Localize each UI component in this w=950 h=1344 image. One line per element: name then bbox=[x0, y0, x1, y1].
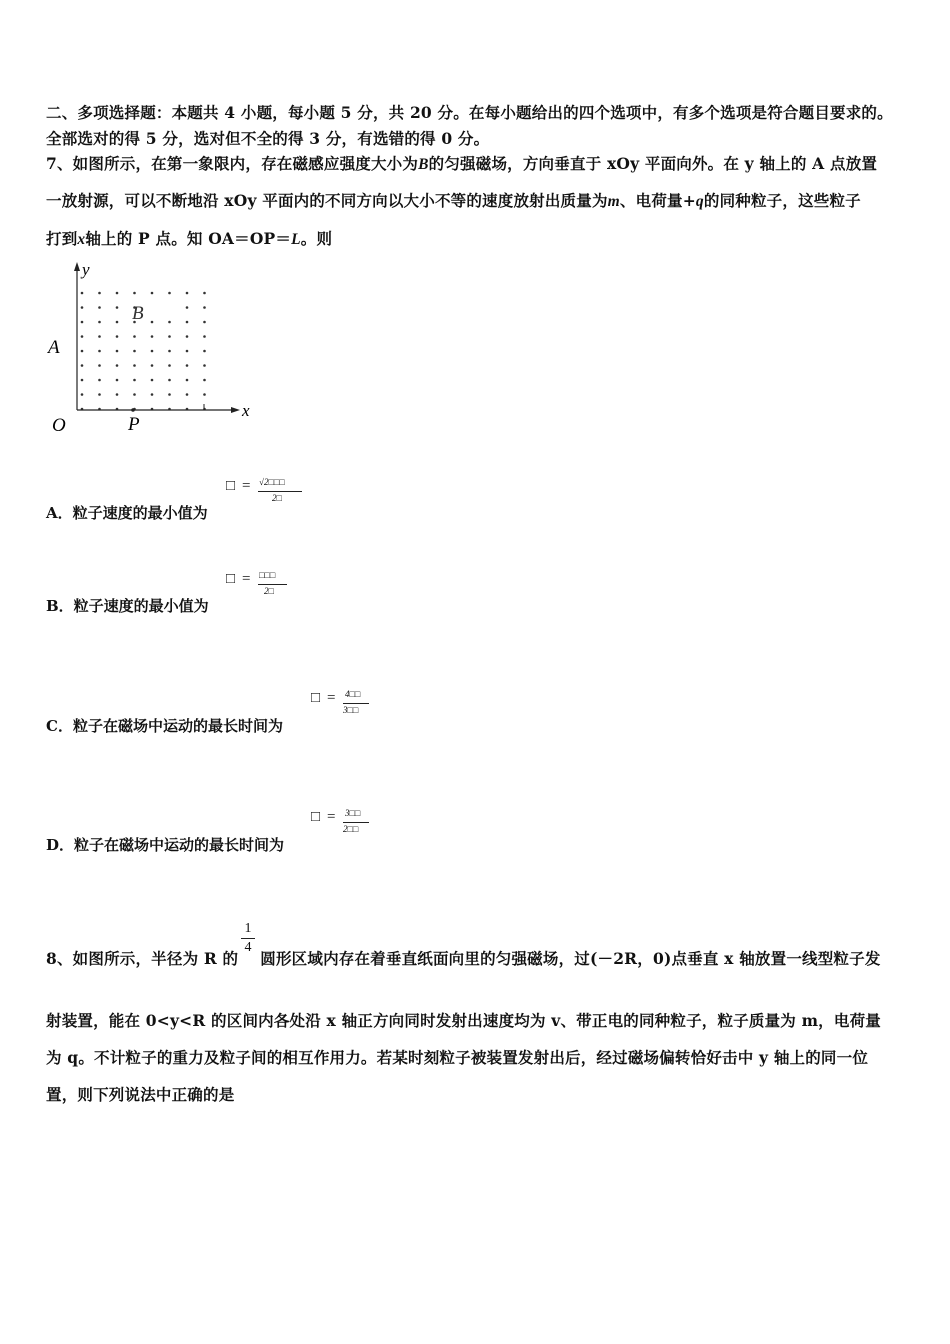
field-dot bbox=[186, 306, 189, 309]
origin-O-label: O bbox=[52, 415, 66, 436]
q7-option-d[interactable]: D．粒子在磁场中运动的最长时间为 bbox=[46, 836, 285, 854]
field-dot bbox=[98, 292, 101, 295]
q7-option-a-formula bbox=[226, 478, 306, 512]
q7-var-B: B bbox=[418, 156, 429, 173]
field-dot bbox=[186, 335, 189, 338]
field-dot bbox=[186, 379, 189, 382]
q8-text: 圆形区域内存在着垂直纸面向里的匀强磁场，过(－2R，0)点垂直 x 轴放置一线型粒子发 bbox=[260, 949, 881, 968]
q8-line-1 bbox=[46, 947, 881, 969]
field-dot bbox=[203, 292, 206, 295]
field-dot bbox=[203, 364, 206, 367]
field-dot bbox=[133, 350, 136, 353]
formula-eq: = bbox=[242, 478, 251, 494]
q7-option-d-formula bbox=[311, 809, 391, 843]
formula-lhs: □ bbox=[226, 571, 236, 587]
fraction-numerator: 1 bbox=[244, 921, 252, 936]
formula-denominator: 2□□ bbox=[343, 824, 359, 834]
formula-numerator: 4□□ bbox=[345, 689, 361, 699]
field-dot bbox=[81, 306, 84, 309]
field-dot bbox=[133, 292, 136, 295]
field-dot bbox=[98, 364, 101, 367]
q7-text: 轴上的 P 点。知 OA＝OP＝ bbox=[85, 229, 292, 248]
field-dot bbox=[81, 335, 84, 338]
field-dot bbox=[116, 292, 119, 295]
formula-numerator: 3□□ bbox=[345, 808, 361, 818]
q7-line-3 bbox=[46, 227, 332, 249]
point-P-label: P bbox=[128, 414, 140, 435]
formula-denominator: 2□ bbox=[272, 493, 282, 503]
field-dot bbox=[168, 393, 171, 396]
field-dot bbox=[168, 321, 171, 324]
field-dot bbox=[81, 321, 84, 324]
formula-denominator: 2□ bbox=[264, 586, 274, 596]
field-dot bbox=[133, 335, 136, 338]
field-dot bbox=[98, 306, 101, 309]
field-dot bbox=[81, 350, 84, 353]
fraction-bar bbox=[241, 938, 255, 939]
q7-var-m: m bbox=[607, 193, 620, 210]
q7-option-b-formula bbox=[226, 571, 306, 605]
field-dot bbox=[186, 321, 189, 324]
field-dot bbox=[116, 335, 119, 338]
field-dot bbox=[81, 364, 84, 367]
field-dot bbox=[203, 321, 206, 324]
q7-option-c[interactable]: C．粒子在磁场中运动的最长时间为 bbox=[46, 717, 283, 735]
field-dot bbox=[203, 335, 206, 338]
q7-option-b[interactable]: B．粒子速度的最小值为 bbox=[46, 597, 209, 615]
field-dot bbox=[168, 379, 171, 382]
fraction-bar bbox=[258, 491, 302, 492]
q7-option-c-formula bbox=[311, 690, 391, 724]
q8-line-2: 射装置，能在 0<y<R 的区间内各处沿 x 轴正方向同时发射出速度均为 v、带正电的同种粒子，粒子质量为 m，电荷量 bbox=[46, 1011, 881, 1030]
field-dot bbox=[98, 379, 101, 382]
field-dot bbox=[168, 292, 171, 295]
field-dot bbox=[168, 335, 171, 338]
field-dot bbox=[98, 321, 101, 324]
field-dot bbox=[203, 306, 206, 309]
point-A-label: A bbox=[48, 337, 60, 358]
field-dot bbox=[116, 321, 119, 324]
field-dot bbox=[151, 364, 154, 367]
field-dot bbox=[168, 364, 171, 367]
quarter-fraction bbox=[241, 921, 255, 956]
section-heading: 二、多项选择题：本题共 4 小题，每小题 5 分，共 20 分。在每小题给出的四个选项中，有多个选项是符合题目要求的。 bbox=[46, 103, 893, 122]
q8-line-4: 置，则下列说法中正确的是 bbox=[46, 1085, 235, 1104]
formula-denominator: 3□□ bbox=[343, 705, 359, 715]
field-dot bbox=[168, 350, 171, 353]
field-dot bbox=[98, 393, 101, 396]
field-dot bbox=[116, 306, 119, 309]
formula-lhs: □ bbox=[311, 809, 321, 825]
y-axis-arrow bbox=[74, 262, 80, 271]
field-dot bbox=[151, 292, 154, 295]
formula-eq: = bbox=[327, 809, 336, 825]
field-dot bbox=[81, 393, 84, 396]
q7-var-q: q bbox=[695, 193, 704, 210]
field-dot bbox=[133, 379, 136, 382]
field-dot bbox=[186, 292, 189, 295]
q7-text: 7、如图所示，在第一象限内，存在磁感应强度大小为 bbox=[46, 154, 419, 173]
q7-text: 的匀强磁场，方向垂直于 xOy 平面向外。在 y 轴上的 A 点放置 bbox=[428, 154, 878, 173]
formula-lhs: □ bbox=[311, 690, 321, 706]
field-dot bbox=[203, 393, 206, 396]
field-dot bbox=[151, 350, 154, 353]
q7-var-L: L bbox=[291, 231, 301, 248]
q8-line-3: 为 q。不计粒子的重力及粒子间的相互作用力。若某时刻粒子被装置发射出后，经过磁场偏转恰好击中 y 轴上的同一位 bbox=[46, 1048, 869, 1067]
y-axis-label: y bbox=[82, 260, 90, 279]
field-dot bbox=[186, 350, 189, 353]
field-dot bbox=[116, 350, 119, 353]
formula-numerator: √2□□□ bbox=[259, 477, 285, 487]
q7-line-1 bbox=[46, 152, 877, 174]
formula-numerator: □□□ bbox=[259, 570, 276, 580]
field-B-label: B bbox=[132, 303, 144, 324]
x-axis-arrow bbox=[231, 407, 240, 413]
field-dot bbox=[116, 379, 119, 382]
field-dot bbox=[203, 379, 206, 382]
q7-line-2 bbox=[46, 189, 861, 211]
field-dot bbox=[133, 364, 136, 367]
field-dot bbox=[203, 350, 206, 353]
field-dot bbox=[151, 379, 154, 382]
formula-lhs: □ bbox=[226, 478, 236, 494]
section-scoring: 全部选对的得 5 分，选对但不全的得 3 分，有选错的得 0 分。 bbox=[46, 129, 490, 148]
field-dot bbox=[116, 364, 119, 367]
fraction-denominator: 4 bbox=[244, 940, 252, 955]
field-dot bbox=[151, 335, 154, 338]
field-dot bbox=[186, 364, 189, 367]
q7-text: 打到 bbox=[46, 229, 78, 248]
field-dot bbox=[133, 393, 136, 396]
field-dot bbox=[151, 321, 154, 324]
formula-eq: = bbox=[327, 690, 336, 706]
point-P-marker bbox=[131, 408, 135, 412]
field-dot bbox=[116, 393, 119, 396]
field-dot bbox=[81, 292, 84, 295]
field-dot bbox=[81, 379, 84, 382]
fraction-bar bbox=[343, 703, 369, 704]
q7-text: 一放射源，可以不断地沿 xOy 平面内的不同方向以大小不等的速度放射出质量为 bbox=[46, 191, 608, 210]
formula-eq: = bbox=[242, 571, 251, 587]
q7-text: 的同种粒子，这些粒子 bbox=[703, 191, 861, 210]
q8-text: 8、如图所示，半径为 R 的 bbox=[46, 949, 239, 968]
field-dot bbox=[98, 335, 101, 338]
fraction-bar bbox=[343, 822, 369, 823]
q7-option-a[interactable]: A．粒子速度的最小值为 bbox=[46, 504, 208, 522]
field-dot bbox=[98, 350, 101, 353]
field-dot bbox=[186, 393, 189, 396]
q7-figure bbox=[44, 258, 264, 438]
q7-text: 。则 bbox=[300, 229, 333, 248]
field-dot bbox=[151, 393, 154, 396]
fraction-bar bbox=[258, 584, 287, 585]
x-axis-label: x bbox=[242, 401, 250, 420]
q7-var-x: x bbox=[77, 231, 86, 248]
q7-text: 、电荷量+ bbox=[619, 191, 696, 210]
